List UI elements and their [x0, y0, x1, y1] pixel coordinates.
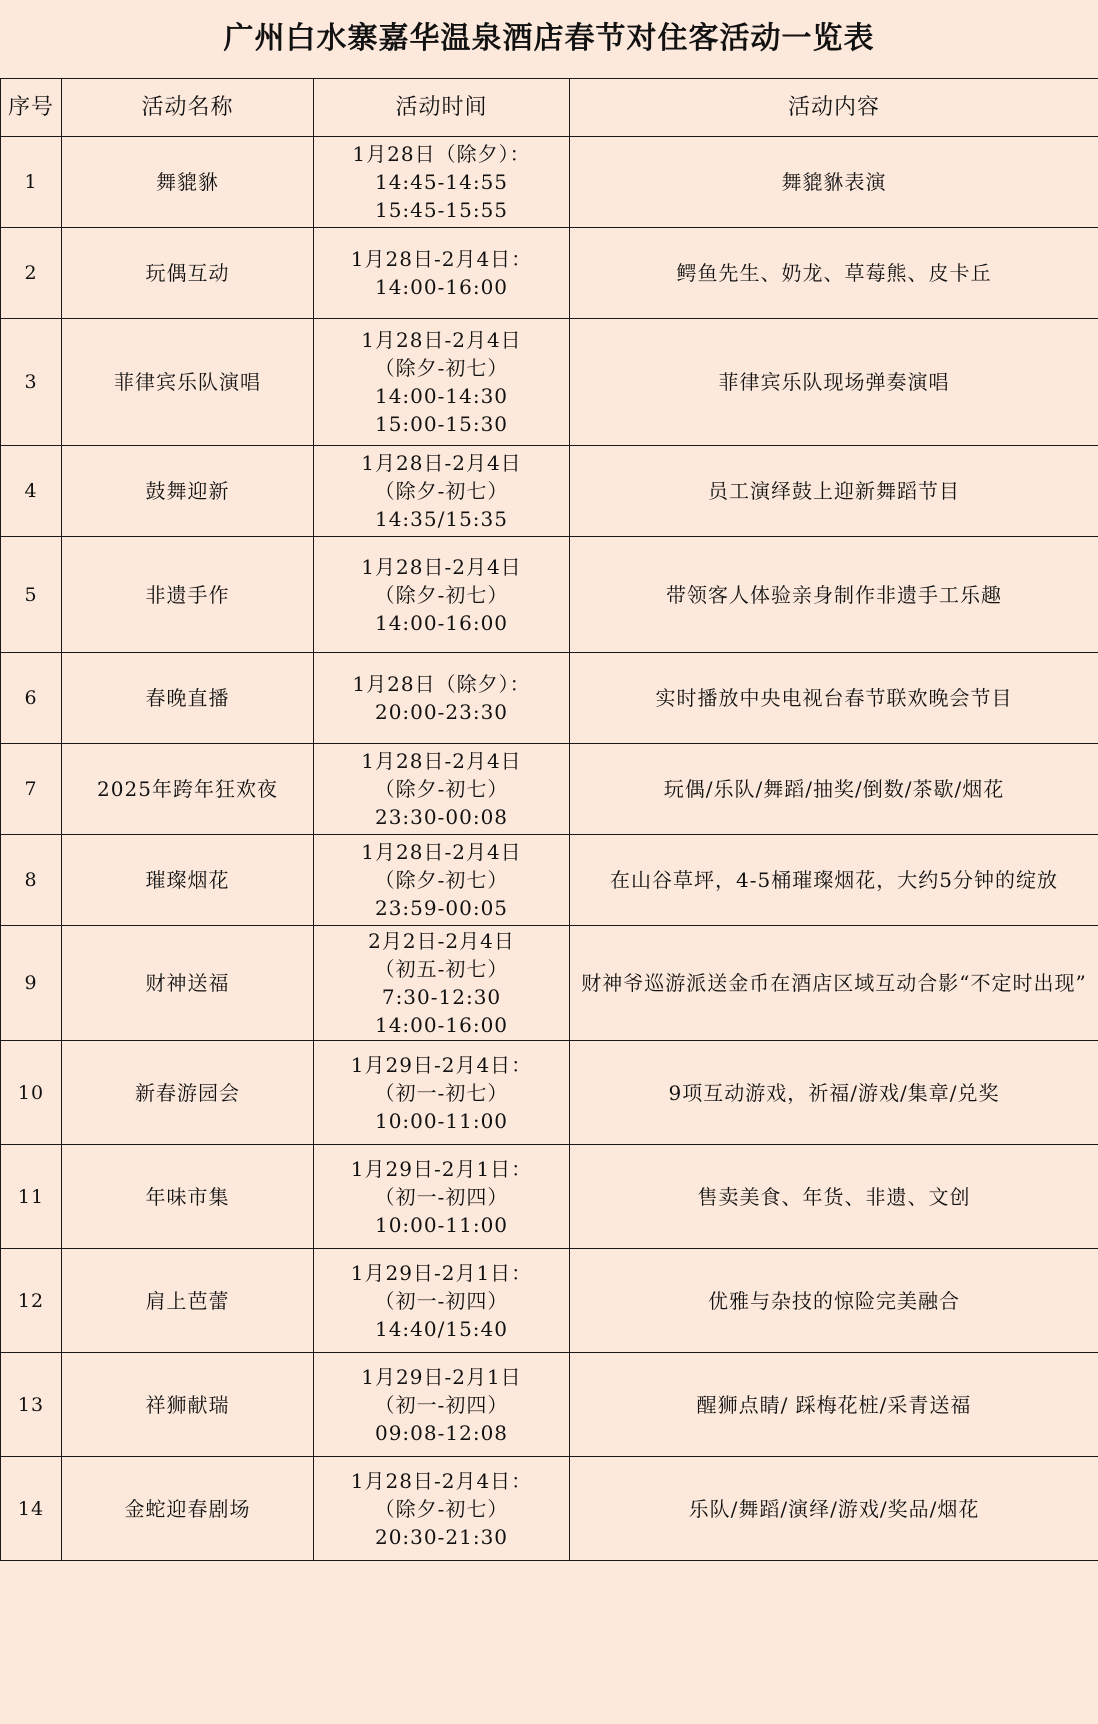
activity-content: 9项互动游戏，祈福/游戏/集章/兑奖 [570, 1041, 1098, 1145]
activity-time-line: （除夕-初七） [374, 356, 509, 380]
table-row [1, 1353, 1098, 1457]
table-row [1, 446, 1098, 537]
activity-time [314, 1353, 570, 1457]
activity-time [314, 653, 570, 744]
activity-time-line: （除夕-初七） [374, 777, 509, 801]
table-row [1, 1041, 1098, 1145]
activity-name: 鼓舞迎新 [62, 446, 314, 537]
activity-time-line: 15:00-15:30 [374, 412, 509, 436]
activity-time-line: 7:30-12:30 [381, 985, 502, 1009]
row-number: 6 [1, 653, 62, 744]
row-number: 4 [1, 446, 62, 537]
activity-content: 带领客人体验亲身制作非遗手工乐趣 [570, 537, 1098, 653]
row-number: 12 [1, 1249, 62, 1353]
activity-content: 玩偶/乐队/舞蹈/抽奖/倒数/茶歇/烟花 [570, 744, 1098, 835]
activity-time-line: 2月2日-2月4日 [368, 929, 515, 953]
activity-time-line: （初五-初七） [374, 957, 509, 981]
activity-time-line: 14:35/15:35 [374, 507, 508, 531]
activity-time-line: 1月28日-2月4日 [361, 749, 522, 773]
activity-time-line: （初一-初四） [374, 1288, 509, 1313]
table-row [1, 537, 1098, 653]
activity-content: 乐队/舞蹈/演绎/游戏/奖品/烟花 [570, 1457, 1098, 1561]
activity-time-line: 1月28日-2月4日 [361, 554, 522, 579]
activity-content: 醒狮点睛/ 踩梅花桩/采青送福 [570, 1353, 1098, 1457]
activity-time [314, 446, 570, 537]
row-number: 13 [1, 1353, 62, 1457]
activity-time-line: 1月28日-2月4日 [361, 328, 522, 352]
table-row [1, 653, 1098, 744]
activity-name: 璀璨烟花 [62, 835, 314, 926]
activity-time-line: 1月29日-2月1日： [350, 1260, 533, 1285]
activity-time-line: 23:59-00:05 [374, 896, 509, 920]
table-row [1, 228, 1098, 319]
row-number: 9 [1, 926, 62, 1041]
activity-time [314, 835, 570, 926]
activity-content: 菲律宾乐队现场弹奏演唱 [570, 319, 1098, 446]
activity-time [314, 228, 570, 319]
activity-content: 售卖美食、年货、非遗、文创 [570, 1145, 1098, 1249]
activity-time-line: 14:00-14:30 [374, 384, 509, 408]
activity-time-line: 09:08-12:08 [374, 1420, 509, 1445]
table-row [1, 137, 1098, 228]
activity-name: 舞貔貅 [62, 137, 314, 228]
row-number: 14 [1, 1457, 62, 1561]
activity-time [314, 137, 570, 228]
activity-time-line: （初一-初七） [374, 1080, 509, 1105]
header-time: 活动时间 [314, 79, 570, 137]
row-number: 10 [1, 1041, 62, 1145]
activity-time-line: （除夕-初七） [374, 582, 509, 607]
activity-time-line: 15:45-15:55 [374, 198, 509, 222]
activity-time [314, 1249, 570, 1353]
activity-time-line: 14:40/15:40 [374, 1316, 508, 1341]
activity-name: 2025年跨年狂欢夜 [62, 744, 314, 835]
activity-time-line: 10:00-11:00 [374, 1108, 509, 1133]
activity-time [314, 1041, 570, 1145]
row-number: 3 [1, 319, 62, 446]
table-row [1, 319, 1098, 446]
activity-name: 春晚直播 [62, 653, 314, 744]
activity-time-line: 1月29日-2月1日： [350, 1156, 533, 1181]
row-number: 2 [1, 228, 62, 319]
activity-content: 财神爷巡游派送金币在酒店区域互动合影“不定时出现” [570, 926, 1098, 1041]
activity-time [314, 1457, 570, 1561]
header-row [1, 79, 1098, 137]
activity-time-line: 1月28日-2月4日： [350, 1468, 533, 1493]
row-number: 7 [1, 744, 62, 835]
activity-time-line: 1月28日（除夕）： [352, 142, 531, 166]
table-row [1, 835, 1098, 926]
activity-time [314, 319, 570, 446]
activity-time [314, 926, 570, 1041]
activity-time-line: 23:30-00:08 [374, 805, 509, 829]
activity-name: 新春游园会 [62, 1041, 314, 1145]
table-row [1, 926, 1098, 1041]
row-number: 11 [1, 1145, 62, 1249]
header-seq: 序号 [1, 79, 62, 137]
activity-content: 舞貔貅表演 [570, 137, 1098, 228]
activity-content: 优雅与杂技的惊险完美融合 [570, 1249, 1098, 1353]
activity-name: 非遗手作 [62, 537, 314, 653]
activity-table [0, 78, 1098, 1561]
activity-time-line: 10:00-11:00 [374, 1212, 509, 1237]
activity-time [314, 744, 570, 835]
activity-time-line: 1月28日-2月4日 [361, 451, 522, 475]
activity-time-line: 14:00-16:00 [374, 1013, 509, 1037]
activity-content: 实时播放中央电视台春节联欢晚会节目 [570, 653, 1098, 744]
activity-time-line: 1月28日-2月4日 [361, 840, 522, 864]
activity-time [314, 1145, 570, 1249]
activity-content: 在山谷草坪，4-5桶璀璨烟花，大约5分钟的绽放 [570, 835, 1098, 926]
activity-time-line: 20:30-21:30 [374, 1524, 509, 1549]
activity-time-line: 1月29日-2月1日 [361, 1364, 522, 1389]
activity-time-line: 20:00-23:30 [374, 700, 509, 724]
activity-time-line: 1月28日（除夕）： [352, 672, 531, 696]
activity-time-line: 14:45-14:55 [374, 170, 509, 194]
table-row [1, 1145, 1098, 1249]
activity-name: 祥狮献瑞 [62, 1353, 314, 1457]
activity-time-line: （除夕-初七） [374, 479, 509, 503]
activity-content: 员工演绎鼓上迎新舞蹈节目 [570, 446, 1098, 537]
activity-time [314, 537, 570, 653]
activity-time-line: 1月28日-2月4日： [350, 247, 533, 271]
activity-name: 肩上芭蕾 [62, 1249, 314, 1353]
activity-name: 金蛇迎春剧场 [62, 1457, 314, 1561]
row-number: 8 [1, 835, 62, 926]
activity-name: 玩偶互动 [62, 228, 314, 319]
row-number: 5 [1, 537, 62, 653]
activity-time-line: 14:00-16:00 [374, 275, 509, 299]
activity-name: 年味市集 [62, 1145, 314, 1249]
activity-name: 菲律宾乐队演唱 [62, 319, 314, 446]
table-row [1, 744, 1098, 835]
activity-content: 鳄鱼先生、奶龙、草莓熊、皮卡丘 [570, 228, 1098, 319]
row-number: 1 [1, 137, 62, 228]
page-title: 广州白水寨嘉华温泉酒店春节对住客活动一览表 [223, 21, 875, 56]
header-name: 活动名称 [62, 79, 314, 137]
activity-time-line: 14:00-16:00 [374, 610, 509, 635]
activity-time-line: 1月29日-2月4日： [350, 1052, 533, 1077]
activity-time-line: （初一-初四） [374, 1184, 509, 1209]
activity-name: 财神送福 [62, 926, 314, 1041]
activity-time-line: （除夕-初七） [374, 1496, 509, 1521]
header-content: 活动内容 [570, 79, 1098, 137]
table-row [1, 1457, 1098, 1561]
activity-time-line: （除夕-初七） [374, 868, 509, 892]
activity-time-line: （初一-初四） [374, 1392, 509, 1417]
table-row [1, 1249, 1098, 1353]
